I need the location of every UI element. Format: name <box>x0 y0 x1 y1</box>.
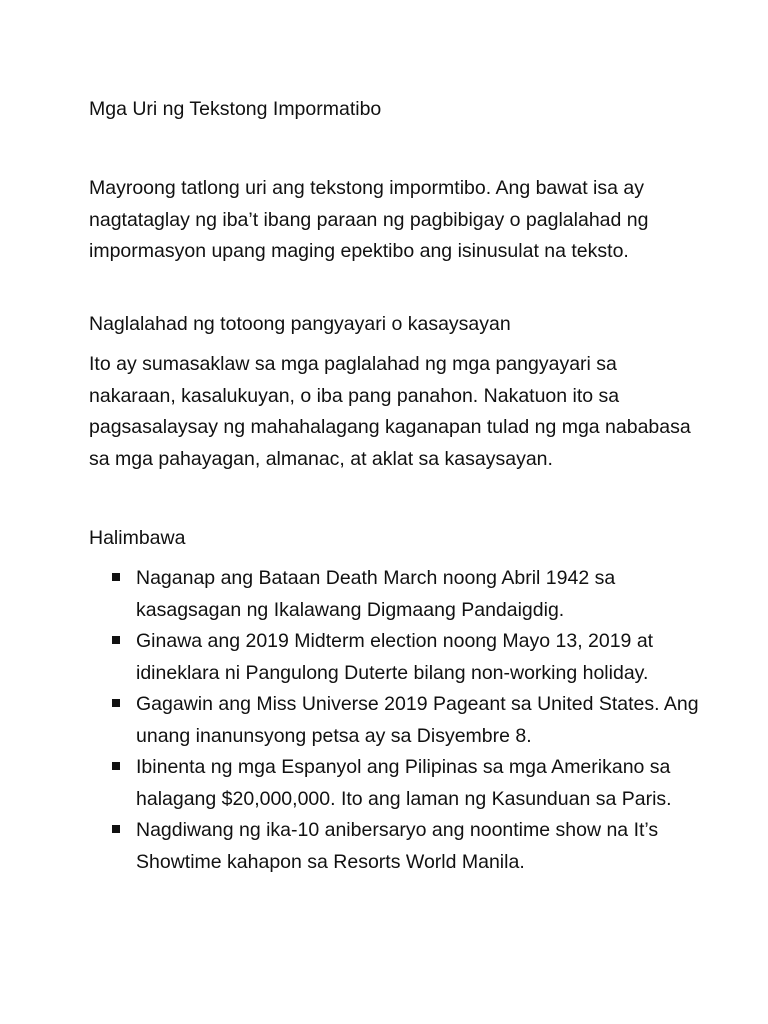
section-paragraph: Ito ay sumasaklaw sa mga paglalahad ng mga pangyayari sa nakaraan, kasalukuyan, o iba pang panahon. Nakatuon ito sa pagsasalaysay ng mahahalagang kaganapan tulad ng mga nababasa sa mga pahayagan, almanac, at aklat sa kasaysayan. <box>89 353 691 470</box>
document-title: Mga Uri ng Tekstong Impormatibo <box>89 98 382 120</box>
list-item-text: Gagawin ang Miss Universe 2019 Pageant sa United States. Ang unang inanunsyong petsa ay sa Disyembre 8. <box>136 693 699 747</box>
list-item-text: Ginawa ang 2019 Midterm election noong Mayo 13, 2019 at idineklara ni Pangulong Duterte bilang non-working holiday. <box>136 630 654 684</box>
list-item <box>112 752 712 815</box>
examples-list <box>112 563 712 878</box>
square-bullet-icon <box>112 762 120 770</box>
square-bullet-icon <box>112 699 120 707</box>
intro-paragraph: Mayroong tatlong uri ang tekstong impormtibo. Ang bawat isa ay nagtataglay ng iba’t ibang paraan ng pagbibigay o paglalahad ng impormasyon upang maging epektibo ang isinusulat na teksto. <box>89 177 649 262</box>
list-item <box>112 815 712 878</box>
square-bullet-icon <box>112 636 120 644</box>
list-item-text: Nagdiwang ng ika-10 anibersaryo ang noontime show na It’s Showtime kahapon sa Resorts World Manila. <box>136 819 659 873</box>
list-item-text: Naganap ang Bataan Death March noong Abril 1942 sa kasagsagan ng Ikalawang Digmaang Pandaigdig. <box>136 567 616 621</box>
square-bullet-icon <box>112 573 120 581</box>
list-item <box>112 689 712 752</box>
list-item <box>112 563 712 626</box>
section-heading: Naglalahad ng totoong pangyayari o kasaysayan <box>89 313 511 335</box>
examples-label: Halimbawa <box>89 527 186 549</box>
square-bullet-icon <box>112 825 120 833</box>
list-item <box>112 626 712 689</box>
list-item-text: Ibinenta ng mga Espanyol ang Pilipinas sa mga Amerikano sa halagang $20,000,000. Ito ang laman ng Kasunduan sa Paris. <box>136 756 672 810</box>
